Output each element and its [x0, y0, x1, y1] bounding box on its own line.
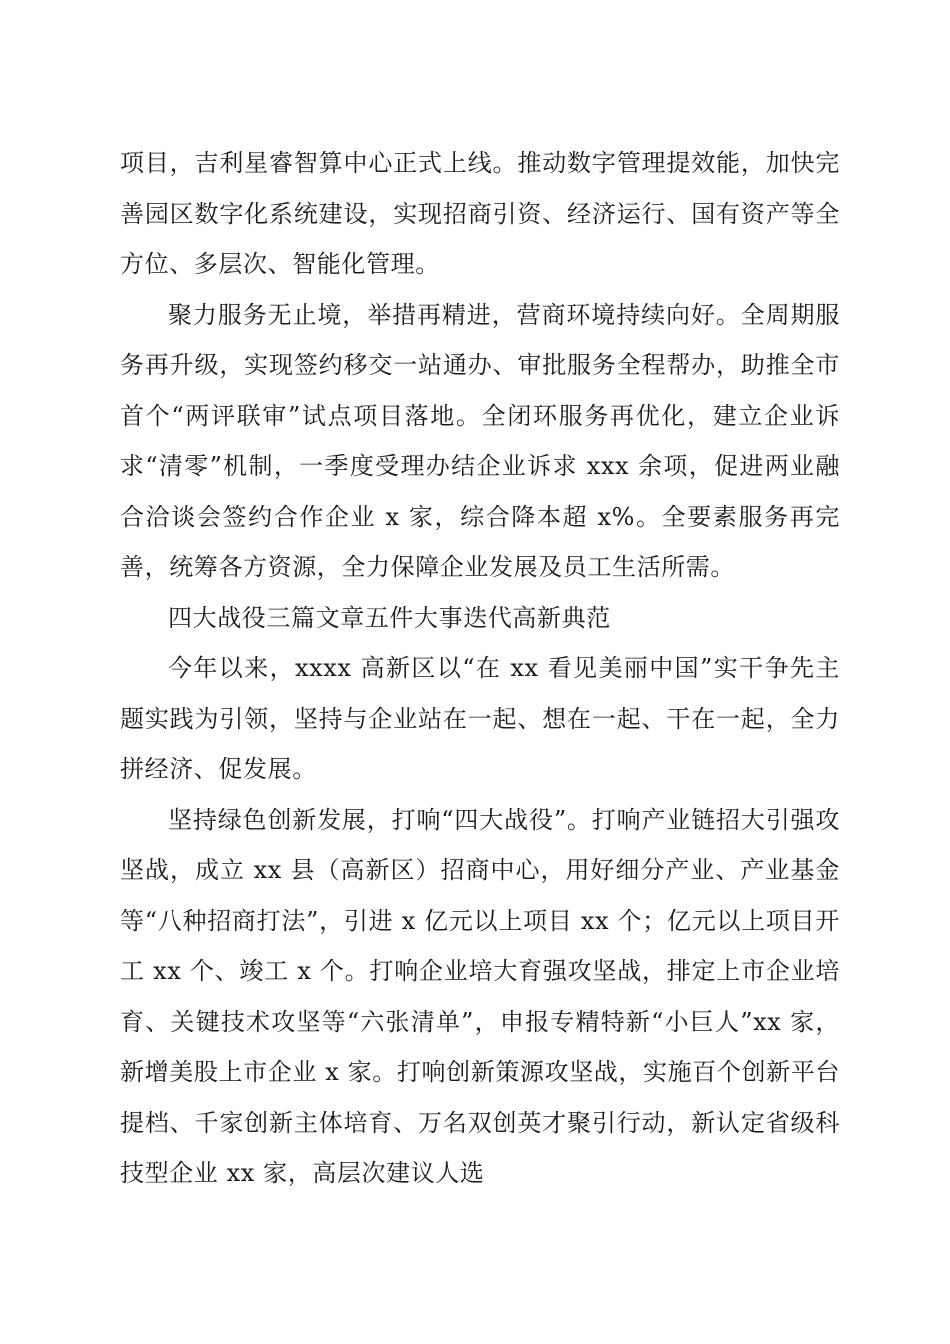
section-heading: 四大战役三篇文章五件大事迭代高新典范: [168, 603, 611, 632]
paragraph-service: 聚力服务无止境，举措再精进，营商环境持续向好。全周期服务再升级，实现签约移交一站通办、审批服务全程帮办，助推全市首个“两评联审”试点项目落地。全闭环服务再优化，建立企业诉求“清零”机制，一季度受理办结企业诉求 xxx 余项，促进两业融合洽谈会签约合作企业 x 家，综合降本超 x%。全要素服务再完善，统筹各方资源，全力保障企业发展及员工生活所需。: [120, 300, 840, 581]
paragraph-intro: 今年以来，xxxx 高新区以“在 xx 看见美丽中国”实干争先主题实践为引领，坚持与企业站在一起、想在一起、干在一起，全力拼经济、促发展。: [120, 654, 840, 783]
document-body: [120, 138, 840, 1199]
paragraph-continued: 项目，吉利星睿智算中心正式上线。推动数字管理提效能，加快完善园区数字化系统建设，实现招商引资、经济运行、国有资产等全方位、多层次、智能化管理。: [120, 149, 840, 278]
paragraph-four-battles: 坚持绿色创新发展，打响“四大战役”。打响产业链招大引强攻坚战，成立 xx 县（高新区）招商中心，用好细分产业、产业基金等“八种招商打法”，引进 x 亿元以上项目 xx 个；亿元以上项目开工 xx 个、竣工 x 个。打响企业培大育强攻坚战，排定上市企业培育、关键技术攻坚等“六张清单”，申报专精特新“小巨人”xx 家，新增美股上市企业 x 家。打响创新策源攻坚战，实施百个创新平台提档、千家创新主体培育、万名双创英才聚引行动，新认定省级科技型企业 xx 家，高层次建议人选: [120, 805, 840, 1187]
